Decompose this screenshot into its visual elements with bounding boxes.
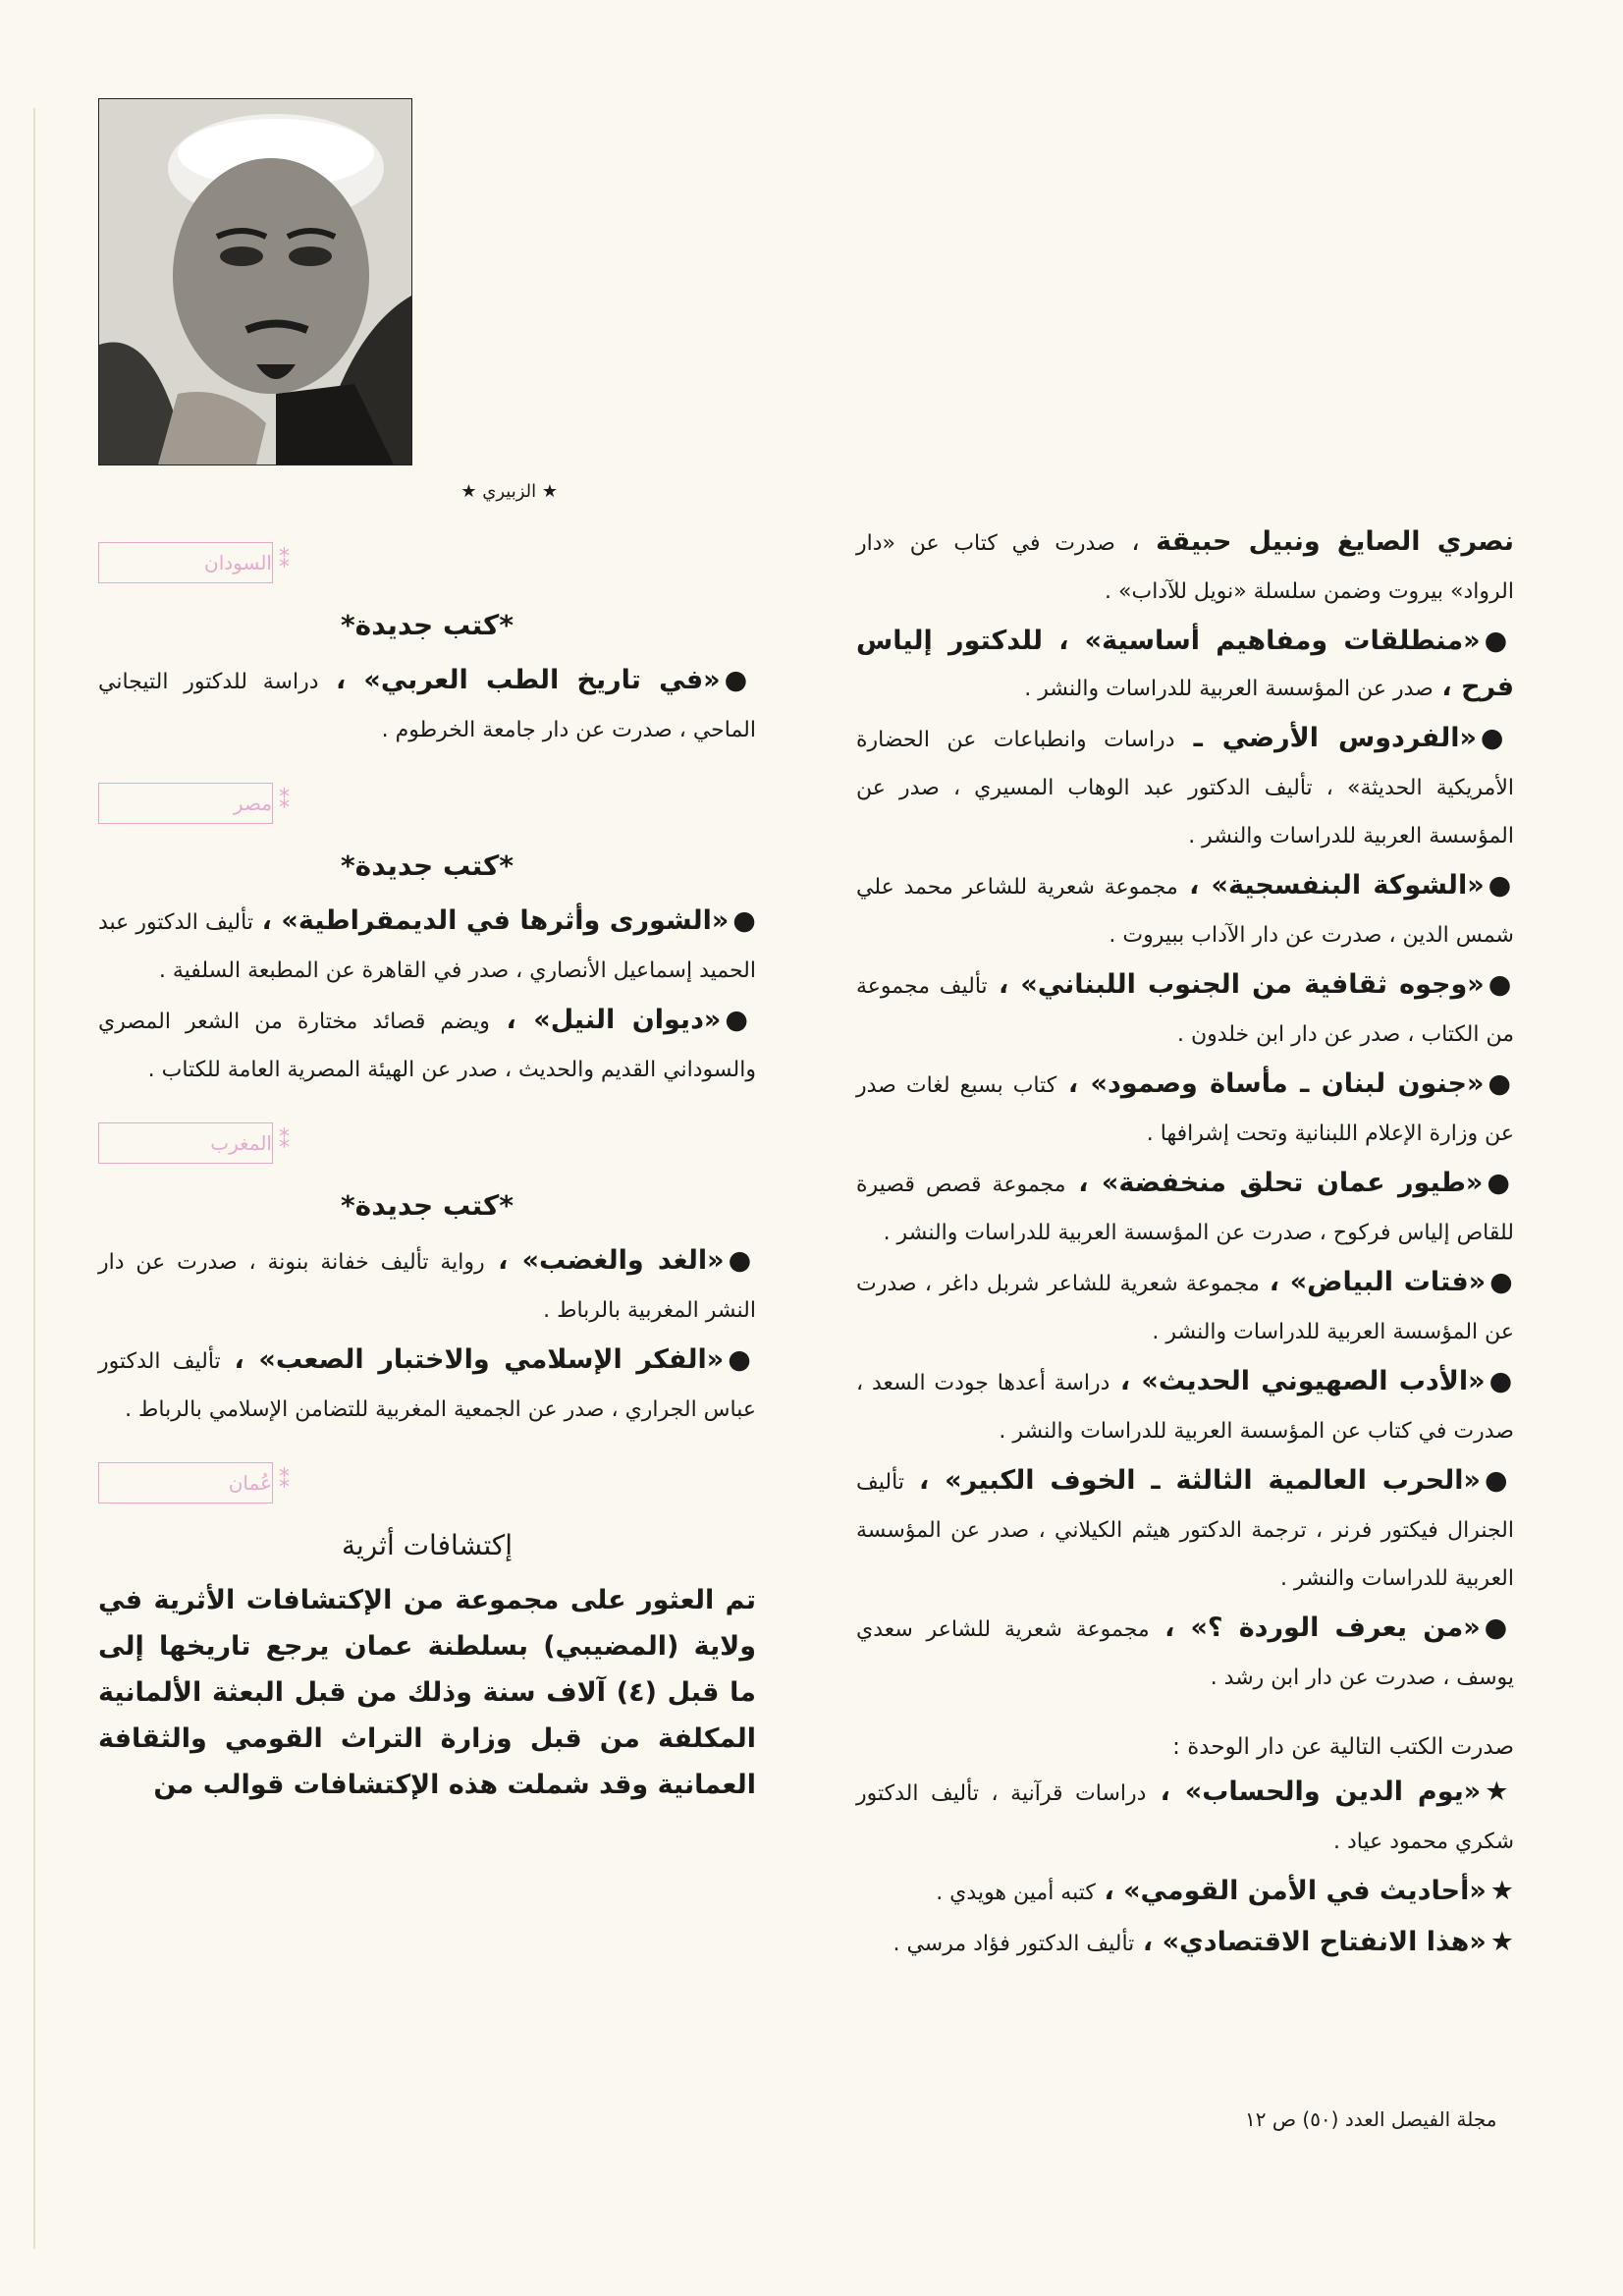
right-book-list	[856, 519, 1514, 1701]
oman-paragraph: تم العثور على مجموعة من الإكتشافات الأثرية في ولاية (المضيبي) بسلطنة عمان يرجع تاريخها إلى ما قبل (٤) آلاف سنة وذلك من قبل البعثة الألمانية المكلفة من قبل وزارة التراث القومي والثقافة العمانية وقد شملت هذه الإكتشافات قوالب من	[98, 1585, 756, 1800]
tag-mark: ⁑	[279, 1469, 290, 1494]
item-title: «يوم الدين والحساب» ،	[1160, 1777, 1482, 1807]
item-details: تأليف الدكتور فؤاد مرسي .	[893, 1932, 1135, 1956]
bullet-icon: ●	[1484, 1465, 1514, 1496]
item-title: «وجوه ثقافية من الجنوب اللبناني» ،	[999, 969, 1485, 1000]
list-item	[98, 1237, 756, 1334]
list-item	[856, 715, 1514, 859]
portrait-photo	[98, 98, 412, 465]
item-separator	[490, 1005, 507, 1035]
item-title: «ديوان النيل» ،	[506, 1005, 722, 1035]
item-details: تأليف مجموعة من الكتاب ، صدر عن دار ابن خلدون .	[856, 974, 1514, 1047]
left-column	[98, 538, 756, 1811]
list-item	[856, 618, 1514, 712]
item-details: كتاب بسبع لغات صدر عن وزارة الإعلام اللبنانية وتحت إشرافها .	[856, 1073, 1514, 1146]
item-separator: ،	[1114, 526, 1157, 557]
right-column	[856, 519, 1514, 1970]
bullet-icon: ●	[1480, 723, 1514, 753]
item-details: مجموعة شعرية للشاعر سعدي يوسف ، صدرت عن دار ابن رشد .	[856, 1617, 1514, 1690]
item-separator	[485, 1245, 498, 1276]
star-icon: ★	[1485, 1777, 1514, 1807]
list-item	[98, 997, 756, 1093]
list-item	[856, 1160, 1514, 1256]
list-item	[856, 1605, 1514, 1701]
page-footer: مجلة الفيصل العدد (٥٠) ص ١٢	[1245, 2107, 1497, 2131]
page-edge-line	[33, 108, 35, 2249]
list-item	[856, 961, 1514, 1058]
list-item	[856, 1919, 1514, 1967]
list-item	[856, 1457, 1514, 1602]
item-title: «الفردوس الأرضي ـ	[1193, 723, 1477, 753]
item-title: «الشوكة البنفسجية» ،	[1189, 870, 1485, 901]
oman-heading: إكتشافات أثرية	[341, 1529, 514, 1561]
bullet-icon: ●	[1488, 870, 1514, 901]
list-item	[856, 862, 1514, 958]
item-title: «الفكر الإسلامي والاختبار الصعب» ،	[234, 1344, 725, 1375]
item-separator	[1260, 1267, 1270, 1297]
item-separator	[1146, 1777, 1160, 1807]
list-item	[856, 1358, 1514, 1454]
item-title: «منطلقات ومفاهيم أساسية» ، للدكتور إلياس فرح ،	[856, 626, 1514, 702]
item-separator	[253, 905, 262, 936]
item-separator	[1134, 1927, 1143, 1957]
bullet-icon: ●	[725, 1005, 756, 1035]
item-details: كتبه أمين هويدي .	[936, 1881, 1096, 1905]
bullet-icon: ●	[1489, 1267, 1514, 1297]
list-item	[98, 657, 756, 753]
item-details: مجموعة شعرية للشاعر محمد علي شمس الدين ، صدرت عن دار الآداب ببيروت .	[856, 875, 1514, 948]
list-item	[98, 898, 756, 994]
item-title: نصري الصايغ ونبيل حبيقة	[1156, 526, 1514, 557]
item-details: مجموعة قصص قصيرة للقاص إلياس فركوح ، صدرت عن المؤسسة العربية للدراسات والنشر .	[856, 1173, 1514, 1245]
item-title: «الحرب العالمية الثالثة ـ الخوف الكبير» ،	[919, 1465, 1481, 1496]
section-tag-morocco	[98, 1122, 756, 1164]
section-tag-oman	[98, 1462, 756, 1503]
item-separator	[221, 1344, 235, 1375]
item-details: دراسة للدكتور التيجاني الماحي ، صدرت عن دار جامعة الخرطوم .	[98, 670, 756, 742]
bullet-icon: ●	[1488, 969, 1514, 1000]
wahda-intro: صدرت الكتب التالية عن دار الوحدة :	[1172, 1734, 1514, 1760]
wahda-book-list	[856, 1769, 1514, 1967]
item-title: «الشورى وأثرها في الديمقراطية» ،	[261, 905, 730, 936]
list-item	[856, 1868, 1514, 1916]
item-title: «الأدب الصهيوني الحديث» ،	[1119, 1366, 1486, 1396]
bullet-icon: ●	[728, 1245, 757, 1276]
star-icon: ★	[1489, 1927, 1514, 1957]
item-title: «الغد والغضب» ،	[498, 1245, 725, 1276]
sudan-book-list	[98, 657, 756, 753]
item-separator	[1066, 1168, 1079, 1198]
bullet-icon: ●	[1484, 1613, 1514, 1643]
tag-mark: ⁑	[279, 549, 290, 574]
item-details: رواية تأليف خفانة بنونة ، صدرت عن دار النشر المغربية بالرباط .	[98, 1250, 756, 1323]
item-details: تأليف الدكتور عباس الجراري ، صدر عن الجمعية المغربية للتضامن الإسلامي بالرباط .	[98, 1349, 756, 1422]
star-icon: ★	[1489, 1876, 1514, 1906]
item-title: «فتات البياض» ،	[1269, 1267, 1487, 1297]
bullet-icon: ●	[1487, 1168, 1514, 1198]
item-separator	[988, 969, 999, 1000]
portrait-illustration	[99, 99, 411, 465]
bullet-icon: ●	[728, 1344, 757, 1375]
egypt-book-list	[98, 898, 756, 1093]
sudan-heading: *كتب جديدة*	[341, 609, 514, 641]
tag-label: السودان	[98, 542, 273, 583]
section-tag-sudan	[98, 542, 756, 583]
tag-mark: ⁑	[279, 790, 290, 814]
item-title: «طيور عمان تحلق منخفضة» ،	[1078, 1168, 1484, 1198]
bullet-icon: ●	[1484, 626, 1514, 656]
section-tag-egypt	[98, 783, 756, 824]
item-title: «هذا الانفتاح الاقتصادي» ،	[1142, 1927, 1487, 1957]
bullet-icon: ●	[732, 905, 756, 936]
tag-mark: ⁑	[279, 1129, 290, 1154]
bullet-icon: ●	[724, 665, 756, 695]
item-separator	[1150, 1613, 1164, 1643]
egypt-heading: *كتب جديدة*	[341, 849, 514, 882]
list-item	[98, 1337, 756, 1433]
bullet-icon: ●	[1488, 1068, 1515, 1099]
list-item	[856, 1061, 1514, 1157]
tag-label: المغرب	[98, 1122, 273, 1164]
item-title: «في تاريخ الطب العربي» ،	[335, 665, 721, 695]
item-details: تأليف الدكتور عبد الحميد إسماعيل الأنصاري ، صدر في القاهرة عن المطبعة السلفية .	[98, 910, 756, 983]
item-details: صدر عن المؤسسة العربية للدراسات والنشر .	[1024, 677, 1434, 701]
item-details: دراسة أعدها جودت السعد ، صدرت في كتاب عن المؤسسة العربية للدراسات والنشر .	[856, 1371, 1514, 1444]
tag-label: عُمان	[98, 1462, 273, 1503]
item-title: «أحاديث في الأمن القومي» ،	[1104, 1876, 1487, 1906]
item-separator	[904, 1465, 919, 1496]
item-title: «جنون لبنان ـ مأساة وصمود» ،	[1067, 1068, 1485, 1099]
item-separator	[1056, 1068, 1068, 1099]
item-separator	[1178, 870, 1189, 901]
item-details: مجموعة شعرية للشاعر شربل داغر ، صدرت عن المؤسسة العربية للدراسات والنشر .	[856, 1272, 1514, 1344]
item-details: صدرت في كتاب عن «دار الرواد» بيروت وضمن سلسلة «نويل للآداب» .	[856, 531, 1514, 604]
photo-caption: ★ الزبيري ★	[460, 481, 558, 502]
list-item	[856, 519, 1514, 615]
item-details: تأليف الجنرال فيكتور فرنر ، ترجمة الدكتور هيثم الكيلاني ، صدر عن المؤسسة العربية للدراسات والنشر .	[856, 1470, 1514, 1591]
item-separator	[1175, 723, 1194, 753]
item-details: دراسات وانطباعات عن الحضارة الأمريكية الحديثة» ، تأليف الدكتور عبد الوهاب المسيري ، صدر عن المؤسسة العربية للدراسات والنشر .	[856, 728, 1514, 848]
item-details: دراسات قرآنية ، تأليف الدكتور شكري محمود عياد .	[856, 1781, 1514, 1854]
list-item	[856, 1769, 1514, 1865]
morocco-heading: *كتب جديدة*	[341, 1189, 514, 1222]
item-title: «من يعرف الوردة ؟» ،	[1164, 1613, 1481, 1643]
item-separator	[319, 665, 336, 695]
item-details: ويضم قصائد مختارة من الشعر المصري والسوداني القديم والحديث ، صدر عن الهيئة المصرية العامة للكتاب .	[98, 1010, 756, 1082]
list-item	[856, 1259, 1514, 1355]
spacer	[856, 1704, 1514, 1725]
bullet-icon: ●	[1488, 1366, 1514, 1396]
morocco-book-list	[98, 1237, 756, 1433]
item-separator	[1109, 1366, 1119, 1396]
tag-label: مصر	[98, 783, 273, 824]
